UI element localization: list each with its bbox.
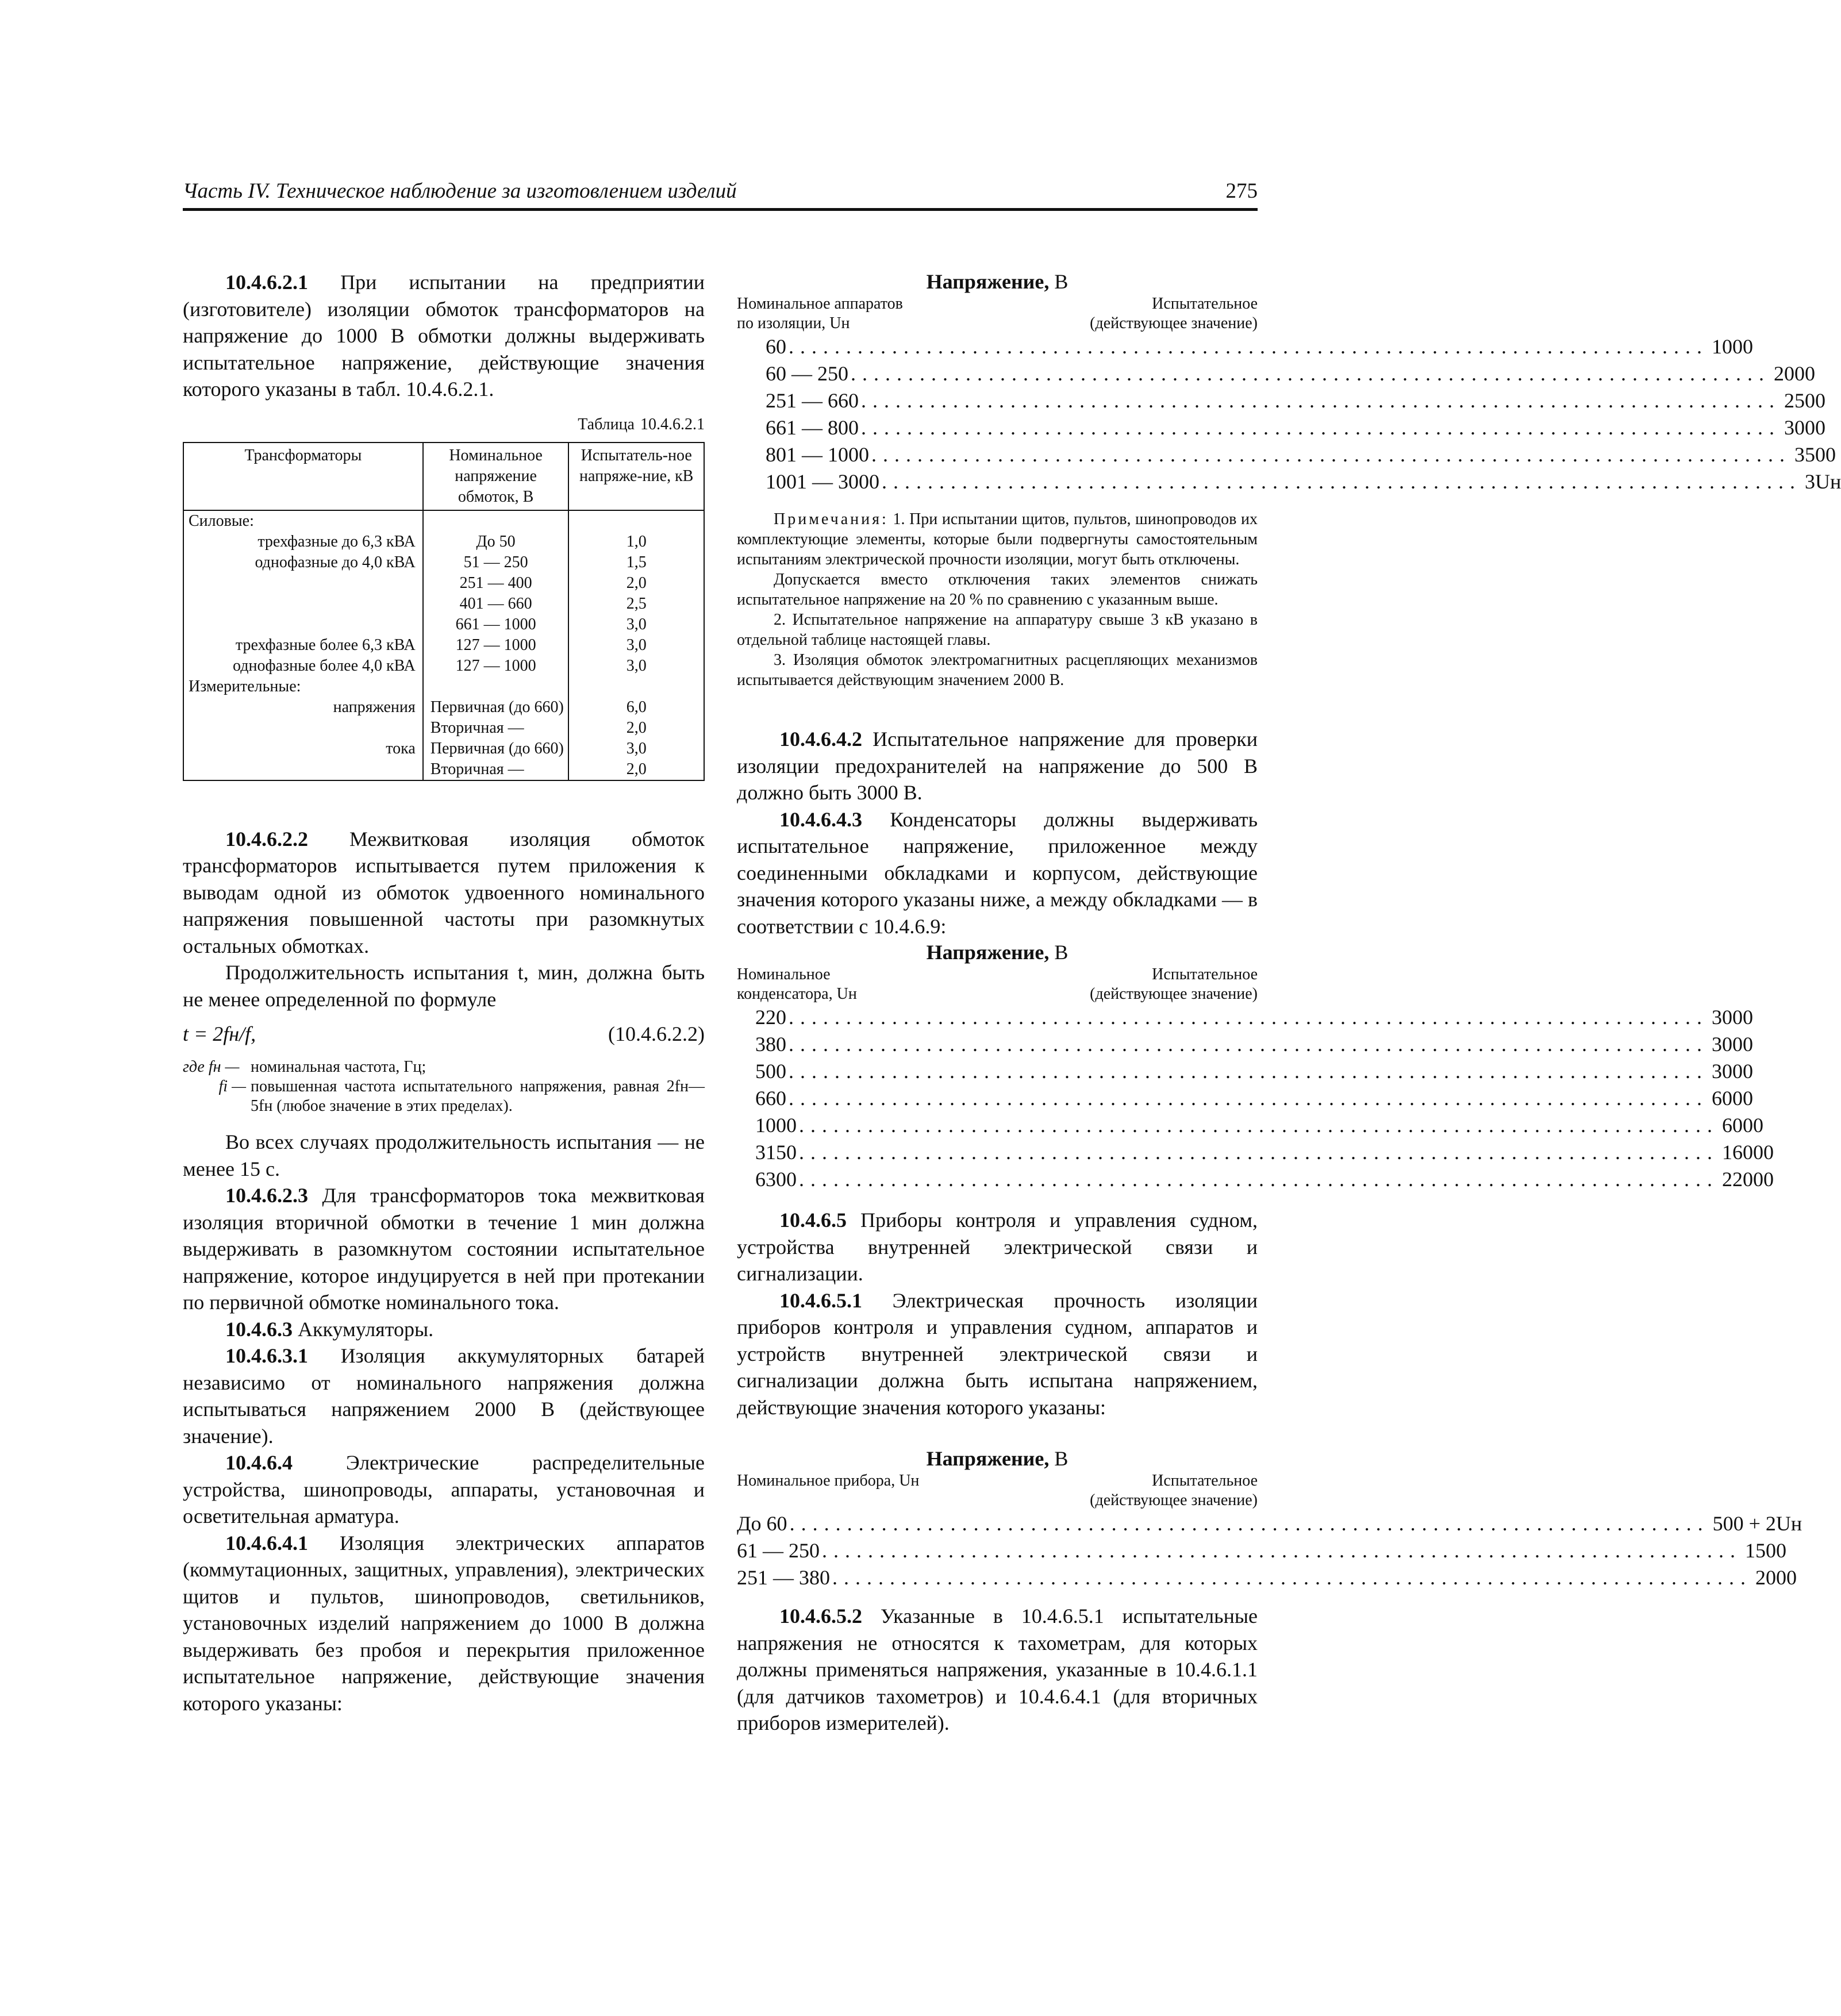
voltage-table-1-title: Напряжение, В (926, 270, 1069, 293)
leader-dots: ................................................................................ (882, 470, 1801, 493)
paragraph-10-4-6-4: 10.4.6.4 Электрические распределительные устройства, шинопроводы, аппараты, установочная и осветительная арматура. (183, 1451, 705, 1528)
voltage-row (737, 1537, 1786, 1564)
table-cell: 3,0 (568, 614, 704, 635)
notes: Примечания: 1. При испытании щитов, пультов, шинопроводов их комплектующие элементы, которые были подвергнуты самостоятельным испытаниям электрической прочности изоляции, могут быть отключены. Допускается вместо отключения таких элементов снижать испытательное напряжение на 20 % по сравнению с указанным выше. 2. Испытательное напряжение на аппаратуру свыше 3 кВ указано в отдельной таблице настоящей главы. 3. Изоляция обмоток электромагнитных расцепляющих механизмов испытывается действующим значением 2000 В. (737, 510, 1258, 689)
nominal-value: 380 (755, 1033, 786, 1056)
table-row (183, 614, 704, 635)
table-cell: 127 — 1000 (423, 635, 569, 656)
test-value: 3000 (1712, 1006, 1753, 1029)
nominal-value: 500 (755, 1060, 786, 1083)
table-row (183, 697, 704, 718)
nominal-value: 3150 (755, 1141, 797, 1164)
table-cell: 6,0 (568, 697, 704, 718)
test-value: 3000 (1712, 1060, 1753, 1083)
table-row (183, 676, 704, 697)
test-value: 3000 (1784, 416, 1825, 439)
table-cell: 3,0 (568, 635, 704, 656)
table-cell (183, 573, 423, 594)
table-cell: 1,5 (568, 552, 704, 573)
table-row (183, 443, 704, 510)
voltage-row (737, 1166, 1774, 1193)
voltage-row (737, 414, 1825, 441)
voltage-row (737, 387, 1825, 414)
voltage-row (737, 1004, 1753, 1031)
paragraph-10-4-6-3-1: 10.4.6.3.1 Изоляция аккумуляторных батарей независимо от номинального напряжения должна испытываться напряжением 2000 В (действующее значение). (183, 1344, 705, 1448)
table-cell: Первичная (до 660) (423, 738, 569, 759)
nominal-value: 61 — 250 (737, 1539, 820, 1562)
table-cell: 401 — 660 (423, 594, 569, 614)
table-cell (183, 594, 423, 614)
table-cell (423, 676, 569, 697)
notes-label: Примечания: (774, 510, 889, 528)
formula-number: (10.4.6.2.2) (608, 1022, 705, 1045)
table-cell: 2,5 (568, 594, 704, 614)
voltage-table-1 (737, 333, 1841, 495)
test-value: 500 + 2Uн (1712, 1512, 1802, 1535)
voltage-table-2 (737, 1004, 1774, 1193)
voltage-table-3 (737, 1510, 1802, 1591)
paragraph-min-duration: Во всех случаях продолжительность испытания — не менее 15 с. (183, 1130, 705, 1180)
voltage-table-3-title: Напряжение, В (926, 1447, 1069, 1470)
leader-dots: ................................................................................ (861, 389, 1781, 412)
test-value: 6000 (1712, 1087, 1753, 1110)
table-cell (568, 676, 704, 697)
nominal-value: 251 — 660 (766, 389, 859, 412)
table-cell: напряжения (183, 697, 423, 718)
table-cell: Первичная (до 660) (423, 697, 569, 718)
voltage-table-1-header: Номинальное аппаратов по изоляции, Uн Испытательное (действующее значение) (737, 295, 1258, 332)
voltage-row (737, 1564, 1797, 1591)
running-header (183, 172, 1258, 211)
table-row (183, 510, 704, 532)
table-cell: однофазные более 4,0 кВА (183, 656, 423, 676)
paragraph-10-4-6-2-3: 10.4.6.2.3 Для трансформаторов тока межвитковая изоляция вторичной обмотки в течение 1 мин должна выдерживать в разомкнутом состоянии испытательное напряжение, которое индуцируется в ней при протекании по первичной обмотке номинального тока. (183, 1184, 705, 1314)
paragraph-10-4-6-5-1: 10.4.6.5.1 Электрическая прочность изоляции приборов контроля и управления судном, аппаратов и устройств внутренней электрической связи и сигнализации должна быть испытана напряжением, действующие значения которого указаны: (737, 1288, 1258, 1419)
table-row (183, 552, 704, 573)
leader-dots: ................................................................................ (871, 443, 1791, 466)
test-value: 2000 (1755, 1566, 1797, 1589)
nominal-value: 220 (755, 1006, 786, 1029)
nominal-value: 660 (755, 1087, 786, 1110)
table-cell: Вторичная — (423, 718, 569, 738)
table-row (183, 532, 704, 552)
leader-dots: ................................................................................ (789, 335, 1708, 358)
table-caption (183, 415, 705, 434)
table-cell: 51 — 250 (423, 552, 569, 573)
paragraph-10-4-6-4-3: 10.4.6.4.3 Конденсаторы должны выдерживать испытательное напряжение, приложенное между соединенными обкладками и корпусом, действующие значения которого указаны ниже, а между обкладками — в соответствии с 10.4.6.9: (737, 807, 1258, 938)
right-column (737, 269, 1841, 1737)
leader-dots: ................................................................................ (789, 1033, 1708, 1056)
test-value: 2000 (1774, 362, 1815, 385)
table-cell: Вторичная — (423, 759, 569, 780)
paragraph-10-4-6-5: 10.4.6.5 Приборы контроля и управления судном, устройства внутренней электрической связи и сигнализации. (737, 1209, 1258, 1285)
test-value: 3000 (1712, 1033, 1753, 1056)
table-row (183, 656, 704, 676)
paragraph-10-4-6-2-1 (183, 269, 705, 403)
table-cell: тока (183, 738, 423, 759)
test-value: 3500 (1794, 443, 1836, 466)
leader-dots: ................................................................................ (789, 1087, 1708, 1110)
formula-expression: t = 2fн/f, (183, 1022, 256, 1045)
table-cell (423, 510, 569, 532)
table-row (183, 738, 704, 759)
table-cell: 3,0 (568, 656, 704, 676)
table-caption-word: Таблица (578, 415, 635, 433)
table-header: Трансформаторы (183, 443, 423, 510)
table-cell: 1,0 (568, 532, 704, 552)
table-cell: однофазные до 4,0 кВА (183, 552, 423, 573)
table-cell: До 50 (423, 532, 569, 552)
table-cell (183, 759, 423, 780)
voltage-table-2-title: Напряжение, В (926, 941, 1069, 964)
table-cell: 127 — 1000 (423, 656, 569, 676)
voltage-row (737, 468, 1841, 495)
table-cell: трехфазные более 6,3 кВА (183, 635, 423, 656)
voltage-row (737, 1058, 1753, 1085)
paragraph-10-4-6-4-2: 10.4.6.4.2 Испытательное напряжение для проверки изоляции предохранителей на напряжение до 500 В должно быть 3000 В. (737, 728, 1258, 804)
test-value: 6000 (1722, 1114, 1763, 1137)
voltage-row (737, 1031, 1753, 1058)
table-cell (183, 718, 423, 738)
test-value: 1000 (1712, 335, 1753, 358)
leader-dots: ................................................................................ (799, 1114, 1719, 1137)
nominal-value: До 60 (737, 1512, 787, 1535)
table-group-label: Силовые: (183, 510, 423, 532)
voltage-row (737, 1085, 1753, 1112)
test-value: 2500 (1784, 389, 1825, 412)
paragraph-10-4-6-4-1: 10.4.6.4.1 Изоляция электрических аппаратов (коммутационных, защитных, управления), электрических щитов и пультов, шинопроводов, светильников, установочных изделий напряжением до 1000 В должна выдерживать без пробоя и перекрытия приложенное испытательное напряжение, действующие значения которого указаны: (183, 1531, 705, 1715)
voltage-row (737, 1139, 1774, 1166)
page-number: 275 (1225, 179, 1258, 203)
header-title: Часть IV. Техническое наблюдение за изготовлением изделий (183, 179, 737, 203)
nominal-value: 801 — 1000 (766, 443, 869, 466)
transformer-table (183, 442, 705, 781)
left-column (183, 269, 705, 1717)
leader-dots: ................................................................................ (799, 1141, 1719, 1164)
table-header: Номинальное напряжение обмоток, В (423, 443, 569, 510)
leader-dots: ................................................................................ (822, 1539, 1742, 1562)
leader-dots: ................................................................................ (851, 362, 1770, 385)
formula (183, 1021, 705, 1047)
table-cell: 2,0 (568, 573, 704, 594)
voltage-table-2-header: Номинальное конденсатора, Uн Испытательное (действующее значение) (737, 965, 1258, 1003)
table-cell: 251 — 400 (423, 573, 569, 594)
formula-legend: где fн — номинальная частота, Гц; fi — повышенная частота испытательного напряжения, равная 2fн—5fн (любое значение в этих пределах). (183, 1058, 705, 1115)
table-row (183, 594, 704, 614)
paragraph-10-4-6-3: 10.4.6.3 Аккумуляторы. (225, 1317, 434, 1341)
table-row (183, 759, 704, 780)
paragraph-text: При испытании на предприятии (изготовителе) изоляции обмоток трансформаторов на напряжение до 1000 В обмотки должны выдерживать испытательное напряжение, действующие значения которого указаны в табл. 10.4.6.2.1. (183, 271, 705, 401)
table-cell (568, 510, 704, 532)
voltage-table-3-header: Номинальное прибора, Uн Испытательное (действующее значение) (737, 1472, 1258, 1509)
nominal-value: 1001 — 3000 (766, 470, 879, 493)
voltage-row (737, 1112, 1763, 1139)
voltage-row (737, 1510, 1802, 1537)
test-value: 1500 (1745, 1539, 1786, 1562)
leader-dots: ................................................................................ (799, 1168, 1719, 1191)
table-group-label: Измерительные: (183, 676, 423, 697)
nominal-value: 60 (766, 335, 786, 358)
nominal-value: 661 — 800 (766, 416, 859, 439)
section-number: 10.4.6.2.1 (225, 271, 308, 294)
table-cell: 661 — 1000 (423, 614, 569, 635)
paragraph-10-4-6-5-2: 10.4.6.5.2 Указанные в 10.4.6.5.1 испытательные напряжения не относятся к тахометрам, для которых должны применяться напряжения, указанные в 10.4.6.1.1 (для датчиков тахометров) и 10.4.6.4.1 (для вторичных приборов измерителей). (737, 1605, 1258, 1734)
table-caption-number: 10.4.6.2.1 (640, 415, 705, 433)
leader-dots: ................................................................................ (861, 416, 1781, 439)
voltage-row (737, 441, 1836, 468)
voltage-row (737, 333, 1753, 360)
table-cell: 3,0 (568, 738, 704, 759)
paragraph-10-4-6-2-2: 10.4.6.2.2 Межвитковая изоляция обмоток трансформаторов испытывается путем приложения к выводам одной из обмоток удвоенного номинального напряжения повышенной частоты при разомкнутых остальных обмотках. (183, 827, 705, 957)
leader-dots: ................................................................................ (789, 1512, 1709, 1535)
test-value: 3Uн (1805, 470, 1841, 493)
table-cell: 2,0 (568, 718, 704, 738)
nominal-value: 60 — 250 (766, 362, 848, 385)
leader-dots: ................................................................................ (832, 1566, 1752, 1589)
table-cell (183, 614, 423, 635)
test-value: 22000 (1722, 1168, 1774, 1191)
test-value: 16000 (1722, 1141, 1774, 1164)
leader-dots: ................................................................................ (789, 1060, 1708, 1083)
nominal-value: 251 — 380 (737, 1566, 830, 1589)
table-header: Испытатель-ное напряже-ние, кВ (568, 443, 704, 510)
table-cell: 2,0 (568, 759, 704, 780)
nominal-value: 1000 (755, 1114, 797, 1137)
leader-dots: ................................................................................ (789, 1006, 1708, 1029)
paragraph-duration: Продолжительность испытания t, мин, должна быть не менее определенной по формуле (183, 961, 705, 1011)
nominal-value: 6300 (755, 1168, 797, 1191)
table-row (183, 573, 704, 594)
table-row (183, 635, 704, 656)
table-cell: трехфазные до 6,3 кВА (183, 532, 423, 552)
table-row (183, 718, 704, 738)
voltage-row (737, 360, 1815, 387)
